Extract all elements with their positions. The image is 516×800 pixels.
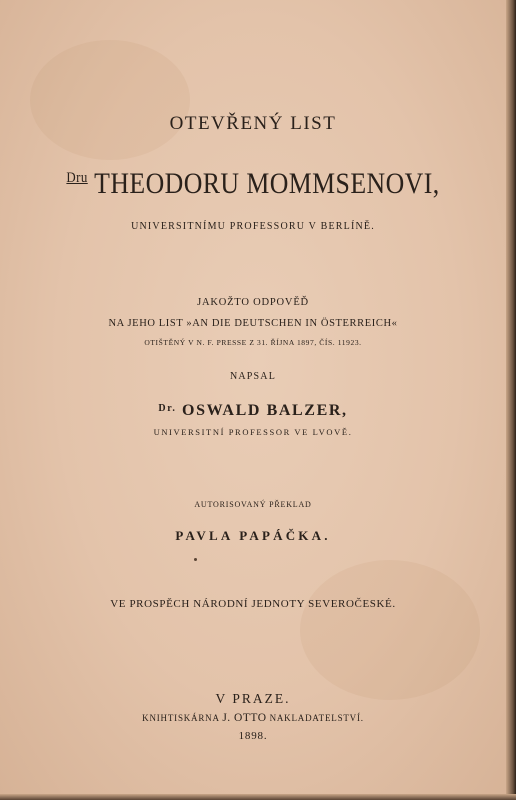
printer-name: J. OTTO — [222, 712, 267, 724]
reply-line-1: JAKOŽTO ODPOVĚĎ — [197, 297, 309, 308]
addressee-line — [35, 167, 470, 201]
addressee-role: UNIVERSITNÍMU PROFESSORU V BERLÍNĚ. — [131, 221, 375, 232]
imprint-printer — [0, 712, 506, 724]
author-line — [0, 402, 506, 420]
author-name: OSWALD BALZER, — [182, 402, 348, 419]
imprint-city: V PRAZE. — [215, 691, 291, 706]
printer-left: KNIHTISKÁRNA — [142, 713, 220, 723]
reply-line-2: NA JEHO LIST »AN DIE DEUTSCHEN IN ÖSTERREICH« — [108, 318, 398, 329]
paper-stain — [30, 40, 190, 160]
author-prefix: Dr. — [158, 403, 177, 414]
addressee-name: THEODORU MOMMSENOVI, — [94, 167, 440, 200]
page-edge-shadow — [506, 0, 516, 800]
translation-label: AUTORISOVANÝ PŘEKLAD — [194, 500, 312, 509]
page-bottom-edge — [0, 794, 516, 800]
imprint-year: 1898. — [238, 730, 268, 742]
reply-line-3: OTIŠTĚNÝ V N. F. PRESSE Z 31. ŘÍJNA 1897, ČÍS. 11923. — [144, 338, 362, 347]
paper-stain — [300, 560, 480, 700]
ink-speck — [194, 558, 197, 561]
translator-name: PAVLA PAPÁČKA. — [175, 528, 331, 543]
written-by-label: NAPSAL — [229, 371, 277, 382]
printer-right: NAKLADATELSTVÍ. — [269, 713, 364, 723]
author-role: UNIVERSITNÍ PROFESSOR VE LVOVĚ. — [153, 427, 353, 437]
benefit-line: VE PROSPĚCH NÁRODNÍ JEDNOTY SEVEROČESKÉ. — [110, 598, 396, 610]
addressee-prefix: Dru — [66, 170, 88, 186]
document-heading: OTEVŘENÝ LIST — [169, 113, 337, 134]
